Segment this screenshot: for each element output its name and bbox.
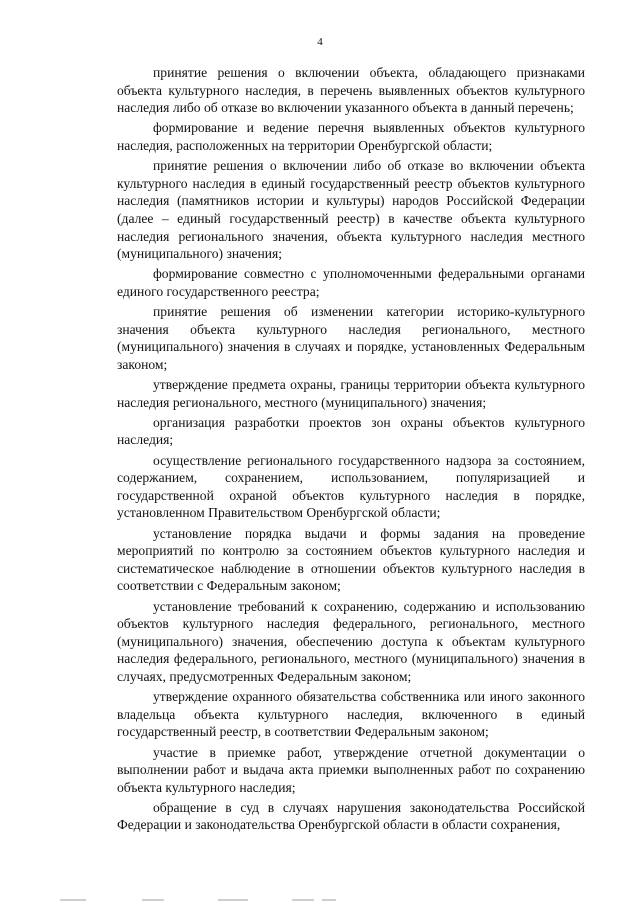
paragraph: принятие решения о включении объекта, обладающего признаками объекта культурного наследия, в перечень выявленных объектов культурного наследия либо об отказе во включении указанного объекта в данный перечень;: [117, 65, 585, 116]
document-body: [117, 64, 585, 837]
paragraph: принятие решения об изменении категории историко-культурного значения объекта культурного наследия регионального, местного (муниципального) значения в случаях и порядке, установленных Федеральным законом;: [117, 304, 585, 372]
paragraph: формирование совместно с уполномоченными федеральными органами единого государственного реестра;: [117, 266, 585, 299]
paragraph: утверждение предмета охраны, границы территории объекта культурного наследия регионального, местного (муниципального) значения;: [117, 377, 585, 410]
paragraph: организация разработки проектов зон охраны объектов культурного наследия;: [117, 414, 585, 448]
paragraph: формирование и ведение перечня выявленных объектов культурного наследия, расположенных на территории Оренбургской области;: [117, 120, 585, 153]
paragraph: утверждение охранного обязательства собственника или иного законного владельца объекта культурного наследия, включенного в единый государственный реестр, в соответствии Федеральным законом;: [117, 689, 585, 740]
paragraph: участие в приемке работ, утверждение отчетной документации о выполнении работ и выдача акта приемки выполненных работ по сохранению объекта культурного наследия;: [117, 744, 585, 795]
paragraph: установление требований к сохранению, содержанию и использованию объектов культурного наследия федерального, регионального, местного (муниципального) значения, обеспечению доступа к объектам культурного наследия федерального, регионального, местного (муниципального) значения в случаях, предусмотренных Федеральным законом;: [117, 598, 585, 684]
paragraph: осуществление регионального государственного надзора за состоянием, содержанием, сохранением, использованием, популяризацией и государственной охраной объектов культурного наследия в порядке, установленном Правительством Оренбургской области;: [117, 452, 585, 521]
paragraph: обращение в суд в случаях нарушения законодательства Российской Федерации и законодательства Оренбургской области в области сохранения,: [117, 799, 585, 833]
paragraph: принятие решения о включении либо об отказе во включении объекта культурного наследия в единый государственный реестр объектов культурного наследия (памятников истории и культуры) народов Российской Федерации (далее – единый государственный реестр) в качестве объекта культурного наследия регионального значения, объекта культурного наследия местного (муниципального) значения;: [117, 158, 585, 262]
page-number: 4: [317, 36, 323, 48]
scan-footer-artifact: [60, 899, 380, 902]
paragraph: установление порядка выдачи и формы задания на проведение мероприятий по контролю за состоянием объектов культурного наследия и систематическое наблюдение в отношении объектов культурного наследия в соответствии с Федеральным законом;: [117, 525, 585, 594]
